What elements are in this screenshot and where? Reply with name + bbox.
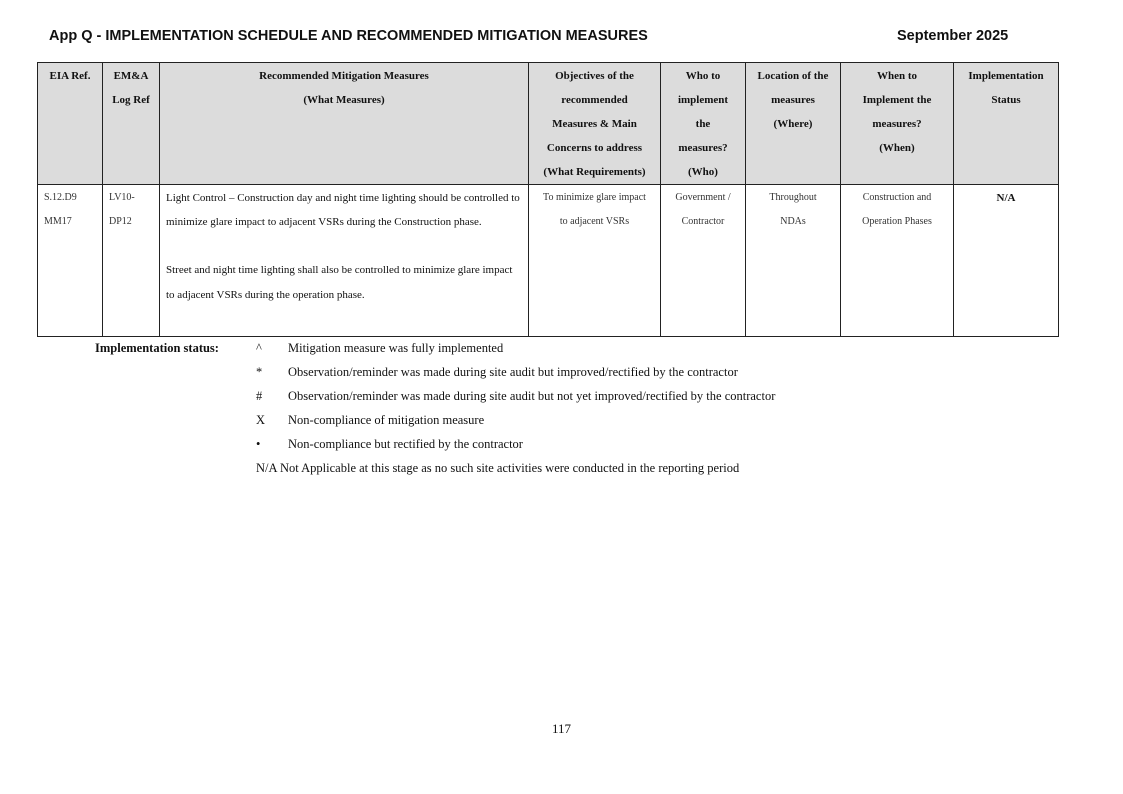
column-header-status: Implementation Status — [954, 63, 1059, 185]
legend-text: Observation/reminder was made during site audit but improved/rectified by the contractor — [288, 365, 738, 379]
legend-symbol: * — [256, 365, 263, 379]
legend-item — [256, 384, 775, 408]
mitigation-schedule-table — [37, 62, 1059, 337]
cell-who: Government / Contractor — [661, 185, 746, 337]
measure-operation: Street and night time lighting shall also be controlled to minimize glare impact to adjacent VSRs during the operation phase. — [166, 264, 513, 301]
table-row — [38, 185, 1059, 337]
legend-items — [256, 336, 775, 480]
column-header-measures: Recommended Mitigation Measures (What Measures) — [160, 63, 529, 185]
legend-text: Non-compliance of mitigation measure — [288, 413, 485, 427]
column-header-when: When to Implement the measures? (When) — [841, 63, 954, 185]
page-header — [49, 28, 1010, 48]
legend-label: Implementation status: — [95, 341, 219, 355]
column-header-log-ref: EM&A Log Ref — [103, 63, 160, 185]
legend-text: Non-compliance but rectified by the contractor — [288, 437, 523, 451]
measure-construction: Light Control – Construction day and night time lighting should be controlled to minimize glare impact to adjacent VSRs during the Construction phase. — [166, 192, 520, 229]
legend-symbol: X — [256, 413, 266, 427]
legend-item — [256, 432, 775, 456]
cell-where: Throughout NDAs — [746, 185, 841, 337]
cell-eia-ref: S.12.D9 MM17 — [38, 185, 103, 337]
legend-text: Mitigation measure was fully implemented — [288, 341, 504, 355]
document-date: September 2025 — [897, 28, 1009, 44]
legend-item — [256, 360, 775, 384]
legend-symbol: # — [256, 389, 263, 403]
cell-when: Construction and Operation Phases — [841, 185, 954, 337]
legend-symbol: ^ — [256, 341, 262, 355]
cell-measures — [160, 185, 529, 337]
cell-status: N/A — [954, 185, 1059, 337]
column-header-where: Location of the measures (Where) — [746, 63, 841, 185]
column-header-who: Who to implement the measures? (Who) — [661, 63, 746, 185]
column-header-objectives: Objectives of the recommended Measures & Main Concerns to address (What Requirements) — [529, 63, 661, 185]
cell-objectives: To minimize glare impact to adjacent VSRs — [529, 185, 661, 337]
legend-item — [256, 336, 775, 360]
document-title: App Q - IMPLEMENTATION SCHEDULE AND RECOMMENDED MITIGATION MEASURES — [49, 28, 648, 44]
table-header-row — [38, 63, 1059, 185]
page-number: 117 — [551, 721, 572, 736]
bullet-icon: • — [256, 437, 261, 451]
legend-text: Observation/reminder was made during site audit but not yet improved/rectified by the contractor — [288, 389, 776, 403]
cell-log-ref: LV10- DP12 — [103, 185, 160, 337]
legend-na-note: N/A Not Applicable at this stage as no such site activities were conducted in the reporting period — [256, 461, 740, 475]
column-header-eia-ref: EIA Ref. — [38, 63, 103, 185]
legend-item — [256, 408, 775, 432]
